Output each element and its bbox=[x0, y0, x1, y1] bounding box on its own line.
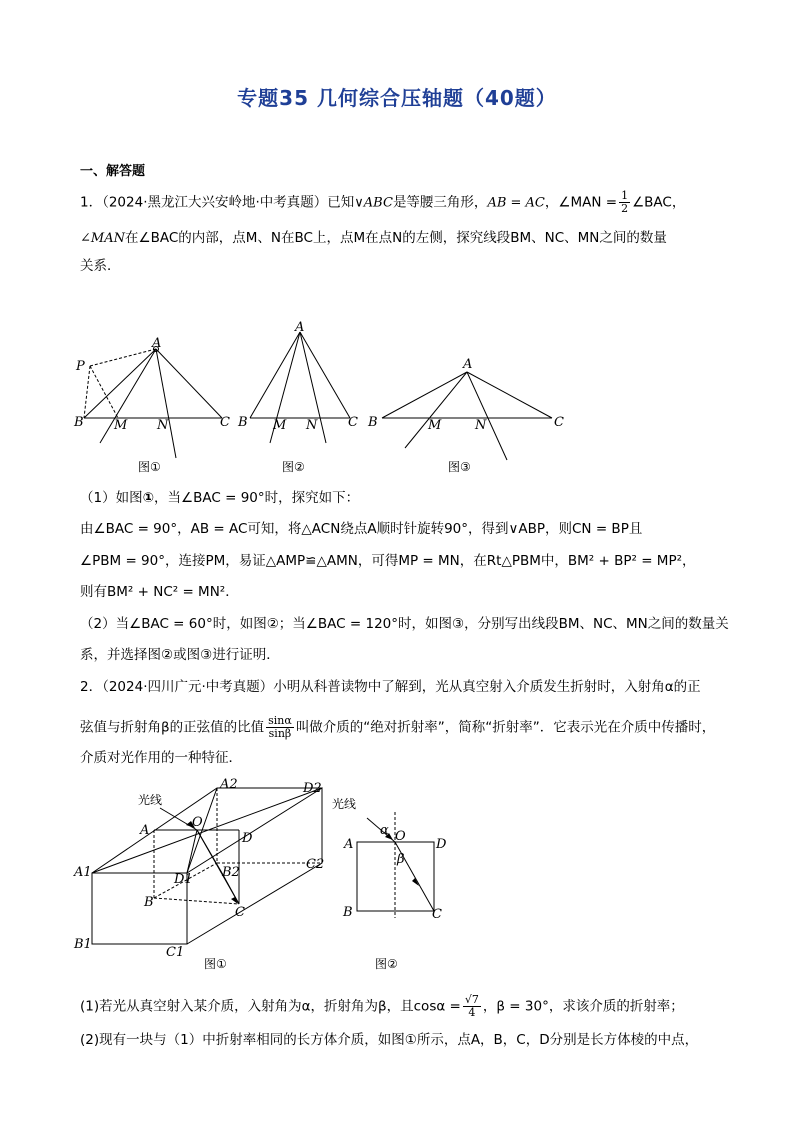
label-2d-o: O bbox=[395, 829, 406, 844]
label-d1: D1 bbox=[174, 872, 193, 887]
fig3-label-c: C bbox=[554, 415, 564, 430]
light-label-3d: 光线 bbox=[138, 793, 163, 807]
fig1-label-b: B bbox=[74, 415, 84, 430]
q2-cos-den: 4 bbox=[468, 1006, 476, 1019]
fig2-label-c: C bbox=[348, 415, 358, 430]
label-c: C bbox=[235, 905, 245, 920]
q1-part2-line2: 系，并选择图②或图③进行证明． bbox=[80, 647, 280, 663]
fig2-ac bbox=[300, 332, 350, 418]
label-b: B bbox=[144, 895, 154, 910]
q1-line1-text-b: 是等腰三角形， bbox=[392, 194, 488, 211]
fig3-caption: 图③ bbox=[448, 460, 471, 474]
fig1-pb bbox=[84, 366, 90, 418]
q1-part1-line2: 由∠BAC = 90°，AB = AC可知，将△ACN绕点A顺时针旋转90°，得到∨ABP，则CN = BP且 bbox=[80, 521, 643, 537]
label-o: O bbox=[192, 815, 203, 830]
fig3-label-m: M bbox=[428, 418, 442, 433]
q2-sub1 bbox=[80, 994, 684, 1019]
q2-sin-ratio bbox=[266, 715, 294, 740]
q1-angle-man: ，∠MAN = bbox=[544, 194, 618, 211]
q2-line2-a: 弦值与折射角β的正弦值的比值 bbox=[80, 719, 265, 736]
fig1-pa bbox=[90, 349, 156, 366]
q2-sin-alpha: sinα bbox=[268, 714, 292, 727]
light-label-2d: 光线 bbox=[332, 797, 357, 811]
q1-angle-bac: ∠BAC， bbox=[632, 194, 686, 211]
q1-ab-ac: AB = AC bbox=[487, 195, 545, 211]
label-alpha: α bbox=[380, 823, 389, 838]
fig3-label-b: B bbox=[368, 415, 378, 430]
q1-p1-a: （1）如图 bbox=[80, 490, 143, 506]
q2-sub1-a: (1)若光从真空射入某介质，入射角为α，折射角为β，且cosα = bbox=[80, 998, 461, 1015]
q2-line-3: 介质对光作用的一种特征． bbox=[80, 750, 242, 766]
fig3-ab bbox=[382, 372, 467, 418]
q1-figures bbox=[70, 318, 564, 478]
q1-half-fraction bbox=[619, 190, 630, 215]
q1-triangle-abc: ABC bbox=[363, 195, 393, 211]
label-d2: D2 bbox=[303, 781, 322, 796]
label-2d-b: B bbox=[343, 905, 353, 920]
fig3-ac bbox=[467, 372, 552, 418]
q2-figures bbox=[70, 778, 470, 978]
q1-line-1: 1．（2024·黑龙江大兴安岭地·中考真题）已知∨ABC是等腰三角形，AB = AC，∠MAN = $\frac{1}{2}$ ∠BAC， bbox=[80, 189, 686, 215]
fig1-label-c: C bbox=[220, 415, 230, 430]
label-c2: C2 bbox=[306, 857, 325, 872]
q2-line2-b: 叫做介质的“绝对折射率”，简称“折射率”．它表示光在介质中传播时， bbox=[295, 719, 716, 736]
q1-part1-line4: 则有BM² + NC² = MN²． bbox=[80, 584, 239, 600]
label-b2: B2 bbox=[222, 865, 240, 880]
q1-line2-text: 在∠BAC的内部，点M、N在BC上，点M在点N的左侧，探究线段BM、NC、MN之间的数量 bbox=[124, 230, 667, 246]
q2-fig2-caption: 图② bbox=[375, 957, 398, 971]
q1-p1-fig: ① bbox=[142, 490, 155, 506]
q2-sub1-b: ，β = 30°，求该介质的折射率； bbox=[482, 998, 684, 1015]
fig2-label-a: A bbox=[295, 320, 305, 335]
label-d: D bbox=[242, 831, 253, 846]
label-2d-d: D bbox=[436, 837, 447, 852]
fig1-ab bbox=[84, 349, 156, 418]
label-beta: β bbox=[397, 852, 405, 867]
q1-p1-c: ，当∠BAC = 90°时，探究如下： bbox=[154, 490, 360, 506]
fig1-caption: 图① bbox=[138, 460, 161, 474]
fig2-caption: 图② bbox=[282, 460, 305, 474]
q2-sub2: (2)现有一块与（1）中折射率相同的长方体介质，如图①所示，点A，B，C，D分别是长方体棱的中点， bbox=[80, 1032, 699, 1048]
fig1-label-p: P bbox=[76, 359, 85, 374]
fig1-label-a: A bbox=[152, 336, 162, 351]
q1-part2-line1: （2）当∠BAC = 60°时，如图②；当∠BAC = 120°时，如图③，分别写出线段BM、NC、MN之间的数量关 bbox=[80, 616, 729, 632]
box-front-face bbox=[92, 873, 187, 944]
label-a2: A2 bbox=[220, 777, 238, 792]
fig2-ab bbox=[250, 332, 300, 418]
label-c1: C1 bbox=[166, 945, 185, 960]
box-right-face bbox=[187, 788, 325, 944]
q1-part1-line3: ∠PBM = 90°，连接PM，易证△AMP≌△AMN，可得MP = MN，在Rt△PBM中，BM² + BP² = MP²， bbox=[80, 553, 696, 569]
fig3-label-n: N bbox=[475, 418, 487, 433]
section-heading: 一、解答题 bbox=[80, 164, 146, 179]
fig3-an bbox=[467, 372, 507, 460]
fig1-label-m: M bbox=[114, 418, 128, 433]
q1-frac-num: 1 bbox=[621, 189, 629, 202]
q1-angle-man-2: ∠MAN bbox=[80, 231, 125, 246]
fig3-label-a: A bbox=[463, 357, 473, 372]
label-2d-a: A bbox=[344, 837, 354, 852]
q2-cos-num: √7 bbox=[464, 993, 479, 1006]
q2-line-1: 2．（2024·四川广元·中考真题）小明从科普读物中了解到，光从真空射入介质发生折射时，入射角α的正 bbox=[80, 679, 701, 695]
fig2-label-m: M bbox=[273, 418, 287, 433]
q2-line-2 bbox=[80, 715, 715, 740]
q2-fig1-caption: 图① bbox=[204, 957, 227, 971]
fig1-pm bbox=[90, 366, 118, 418]
q1-line-3: 关系． bbox=[80, 258, 121, 274]
page-title: 专题35 几何综合压轴题（40题） bbox=[237, 86, 557, 110]
fig3-am bbox=[405, 372, 467, 448]
fig2-label-n: N bbox=[306, 418, 318, 433]
line-o-b2 bbox=[197, 830, 222, 873]
q2-sin-beta: sinβ bbox=[268, 727, 292, 740]
q1-part1-intro bbox=[80, 488, 359, 508]
label-b1: B1 bbox=[74, 937, 92, 952]
label-a: A bbox=[140, 823, 150, 838]
fig1-ac bbox=[156, 349, 222, 418]
hidden-bc bbox=[154, 898, 239, 904]
label-a1: A1 bbox=[74, 865, 92, 880]
q1-line-2 bbox=[80, 228, 667, 249]
fig1-an bbox=[156, 349, 176, 458]
fig1-label-n: N bbox=[157, 418, 169, 433]
q1-line1-text: 1．（2024·黑龙江大兴安岭地·中考真题）已知 bbox=[80, 194, 355, 211]
fig2-label-b: B bbox=[238, 415, 248, 430]
label-2d-c: C bbox=[432, 907, 442, 922]
q1-frac-den: 2 bbox=[621, 202, 629, 215]
q2-cos-fraction bbox=[463, 994, 481, 1019]
fig1-am bbox=[100, 349, 156, 443]
